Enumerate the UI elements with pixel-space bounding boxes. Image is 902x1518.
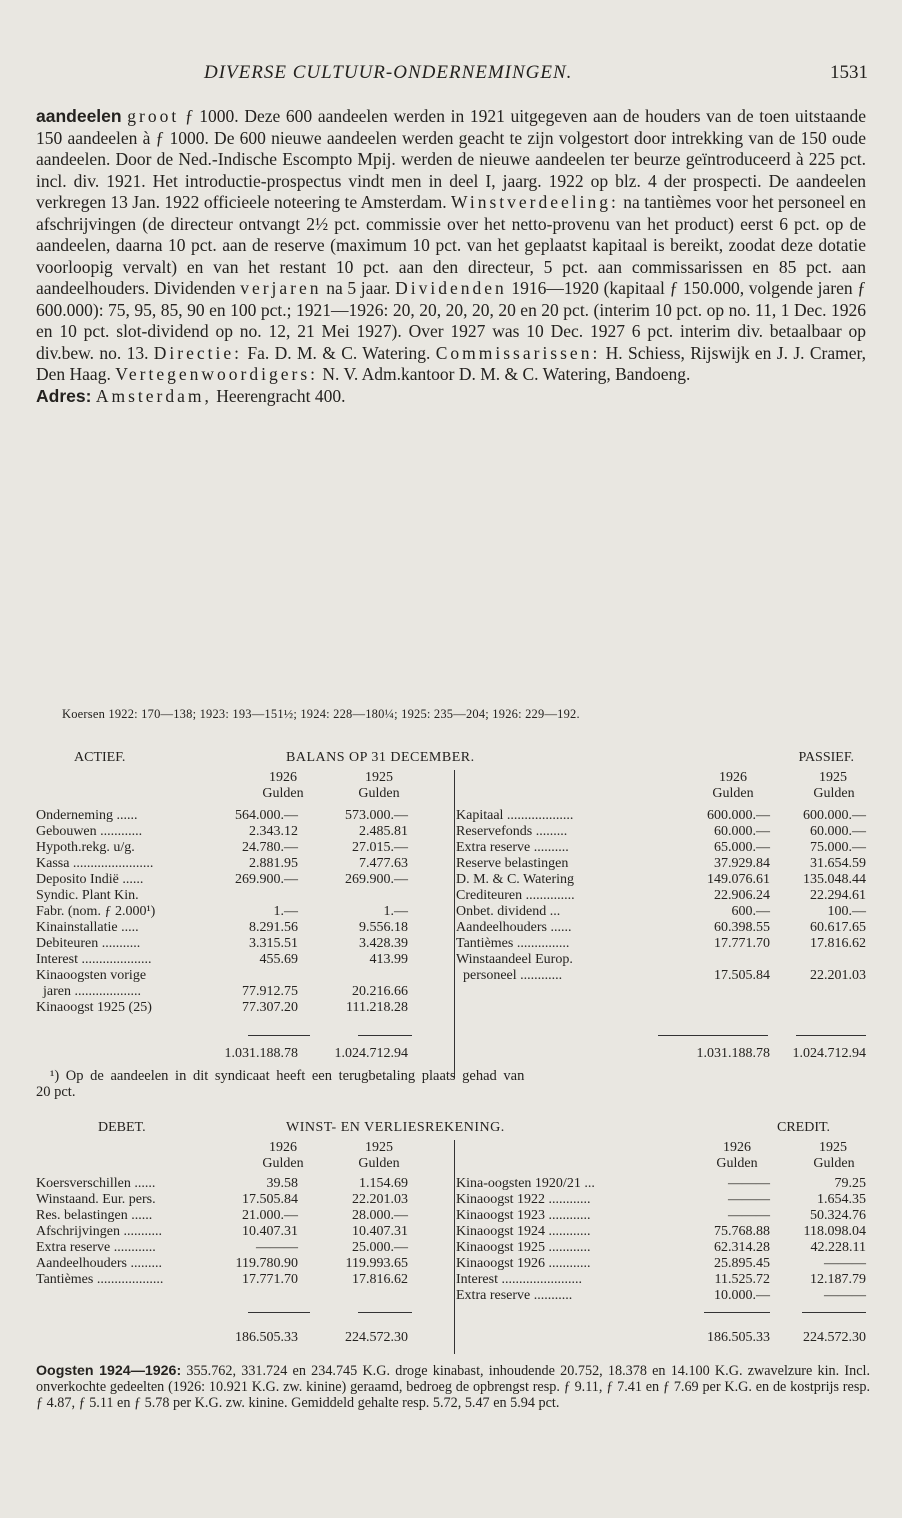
ledger-row-right — [36, 872, 870, 888]
value-1925: 600.000.— — [803, 808, 866, 823]
row-label: Onderneming ...... — [36, 808, 138, 823]
total-credit-1925: 224.572.30 — [803, 1330, 866, 1345]
lead-keyword: aandeelen — [36, 106, 122, 126]
ledger-row-right — [36, 1240, 870, 1256]
prose-text: na 5 jaar. — [321, 278, 396, 298]
ledger-row-left — [36, 984, 870, 1000]
ledger-row-right — [36, 856, 870, 872]
row-label: Onbet. dividend ... — [456, 904, 561, 919]
profit-loss-account — [36, 1120, 870, 1360]
value-1926: 10.000.— — [714, 1288, 770, 1303]
value-1926: 1.— — [273, 904, 298, 919]
value-1925: 3.428.39 — [359, 936, 408, 951]
row-label: Kina-oogsten 1920/21 ... — [456, 1176, 595, 1191]
value-1925: 60.000.— — [810, 824, 866, 839]
unit-label: Gulden — [358, 1156, 400, 1171]
value-1926: ——— — [728, 1208, 770, 1223]
prose-text: 1916—1920 (kapitaal ƒ 150.000, volgende jaren ƒ 600.000): 75, 95, 85, 90 en 100 pct.; 1921—1926: 20, 20, 20, 20, 20 en 20 pct. (interim 10 pct. op no. 11, 1 Dec. 1926 en 10 pct. slot-dividend op no. 12, 21 Mei 1927). Over 1927 was 10 Dec. 1927 6 pct. interim div. betaalbaar op div.bew. no. 13. — [36, 278, 867, 363]
prose-text: H. Schiess, Rijswijk en J. J. Cramer, Den Haag. — [36, 342, 867, 384]
value-1926: 25.895.45 — [714, 1256, 770, 1271]
row-label: personeel ............ — [456, 968, 563, 983]
value-1926: 11.525.72 — [714, 1272, 770, 1287]
value-1925: 22.201.03 — [352, 1192, 408, 1207]
value-1926: 24.780.— — [242, 840, 298, 855]
row-label: Kassa ....................... — [36, 856, 154, 871]
spaced-heading: Directie: — [153, 342, 243, 363]
harvest-keyword: Oogsten 1924—1926: — [36, 1363, 182, 1379]
harvest-text: 355.762, 331.724 en 234.745 K.G. droge kinabast, inhoudende 20.752, 18.378 en 14.100 K.G. zwavelzure kin. Incl. onverkochte gedeelten (1926: 10.921 K.G. zw. kinine) geraamd, bedroeg de opbrengst resp. ƒ 9.11, ƒ 7.41 en ƒ 7.69 per K.G. en de kostprijs resp. ƒ 4.87, ƒ 5.11 en ƒ 5.78 per K.G. zw. kinine. Gemiddeld gehalte resp. 5.72, 5.47 en 5.94 pct. — [36, 1363, 870, 1412]
liabilities-list — [36, 808, 870, 984]
liabilities-heading: PASSIEF. — [798, 750, 854, 765]
row-label: Fabr. (nom. ƒ 2.000¹) — [36, 904, 156, 919]
value-1925: 413.99 — [369, 952, 408, 967]
value-1926: 75.768.88 — [714, 1224, 770, 1239]
row-label: Kinaoogst 1925 (25) — [36, 1000, 152, 1015]
total-debit-1926: 186.505.33 — [235, 1330, 298, 1345]
ledger-row-right — [36, 952, 870, 968]
value-1926: 60.000.— — [714, 824, 770, 839]
row-label: jaren ................... — [36, 984, 141, 999]
sum-rule — [796, 1035, 866, 1036]
row-label: Koersverschillen ...... — [36, 1176, 156, 1191]
value-1926: 77.307.20 — [242, 1000, 298, 1015]
spaced-heading: Winstverdeeling: — [451, 192, 619, 212]
unit-label: Gulden — [262, 786, 304, 801]
row-label: Gebouwen ............ — [36, 824, 143, 839]
year-1926: 1926 — [723, 1140, 751, 1155]
value-1925: ——— — [824, 1288, 866, 1303]
value-1926: 455.69 — [259, 952, 298, 967]
total-credit-1926: 186.505.33 — [707, 1330, 770, 1345]
row-label: Syndic. Plant Kin. — [36, 888, 139, 903]
row-label: Hypoth.rekg. u/g. — [36, 840, 135, 855]
value-1925: 79.25 — [834, 1176, 866, 1191]
balance-sheet — [36, 750, 870, 1080]
row-label: Interest .................... — [36, 952, 152, 967]
credit-list — [36, 1176, 870, 1304]
value-1925: 25.000.— — [352, 1240, 408, 1255]
spaced-heading: Dividenden — [395, 278, 507, 298]
row-label: Kapitaal ................... — [456, 808, 574, 823]
prose-text: N. V. Adm.kantoor D. M. & C. Watering, Bandoeng. — [318, 364, 691, 384]
ledger-row-right — [36, 1272, 870, 1288]
value-1926: 17.771.70 — [242, 1272, 298, 1287]
value-1925: 118.098.04 — [803, 1224, 866, 1239]
sum-rule — [248, 1312, 310, 1313]
value-1926: 17.505.84 — [714, 968, 770, 983]
value-1926: 21.000.— — [242, 1208, 298, 1223]
value-1925: 7.477.63 — [359, 856, 408, 871]
address-street: Heerengracht 400. — [211, 385, 346, 406]
address-city: Amsterdam, — [95, 385, 212, 406]
value-1925: 27.015.— — [352, 840, 408, 855]
unit-label: Gulden — [716, 1156, 758, 1171]
value-1925: 2.485.81 — [359, 824, 408, 839]
value-1925: 12.187.79 — [810, 1272, 866, 1287]
row-label: Extra reserve .......... — [456, 840, 569, 855]
value-1926: ——— — [256, 1240, 298, 1255]
value-1926: ——— — [728, 1192, 770, 1207]
row-label: Afschrijvingen ........... — [36, 1224, 162, 1239]
value-1925: 573.000.— — [345, 808, 408, 823]
total-liabilities-1926: 1.031.188.78 — [696, 1046, 770, 1061]
ledger-row-right — [36, 920, 870, 936]
row-label: Kinaoogst 1922 ............ — [456, 1192, 591, 1207]
row-label: Tantièmes ............... — [456, 936, 570, 951]
value-1925: 50.324.76 — [810, 1208, 866, 1223]
balance-year-header — [36, 770, 870, 802]
row-label: Kinaoogst 1926 ............ — [456, 1256, 591, 1271]
value-1925: 17.816.62 — [810, 936, 866, 951]
value-1925: 28.000.— — [352, 1208, 408, 1223]
value-1925: 17.816.62 — [352, 1272, 408, 1287]
value-1925: 42.228.11 — [810, 1240, 866, 1255]
spaced-word: groot — [127, 106, 180, 126]
ledger-row-right — [36, 936, 870, 952]
value-1925: 1.654.35 — [817, 1192, 866, 1207]
ledger-row-right — [36, 1224, 870, 1240]
value-1926: 22.906.24 — [714, 888, 770, 903]
spaced-heading: verjaren — [240, 278, 322, 298]
value-1925: 119.993.65 — [345, 1256, 408, 1271]
sum-rule — [658, 1035, 768, 1036]
ledger-row-right — [36, 840, 870, 856]
value-1925: 75.000.— — [810, 840, 866, 855]
sum-rule — [802, 1312, 866, 1313]
row-label: Tantièmes ................... — [36, 1272, 164, 1287]
value-1926: 8.291.56 — [249, 920, 298, 935]
value-1926: 39.58 — [266, 1176, 298, 1191]
unit-label: Gulden — [712, 786, 754, 801]
value-1925: 20.216.66 — [352, 984, 408, 999]
unit-label: Gulden — [813, 1156, 855, 1171]
row-label: Kinaoogst 1923 ............ — [456, 1208, 591, 1223]
value-1926: 60.398.55 — [714, 920, 770, 935]
value-1925: 269.900.— — [345, 872, 408, 887]
sum-rule — [248, 1035, 310, 1036]
unit-label: Gulden — [262, 1156, 304, 1171]
footnote-line: ¹) Op de aandeelen in dit syndicaat heeft een terugbetaling plaats gehad van — [50, 1068, 525, 1084]
balance-title: BALANS OP 31 DECEMBER. — [286, 750, 475, 765]
value-1925: 22.201.03 — [810, 968, 866, 983]
value-1926: 77.912.75 — [242, 984, 298, 999]
row-label: Aandeelhouders ......... — [36, 1256, 162, 1271]
unit-label: Gulden — [813, 786, 855, 801]
row-label: Winstaandeel Europ. — [456, 952, 573, 967]
value-1925: 135.048.44 — [803, 872, 866, 887]
value-1925: 9.556.18 — [359, 920, 408, 935]
value-1925: 31.654.59 — [810, 856, 866, 871]
total-debit-1925: 224.572.30 — [345, 1330, 408, 1345]
row-label: Kinainstallatie ..... — [36, 920, 139, 935]
row-label: Crediteuren .............. — [456, 888, 575, 903]
harvest-note — [36, 1363, 870, 1412]
pl-title: WINST- EN VERLIESREKENING. — [286, 1120, 505, 1135]
value-1926: 3.315.51 — [249, 936, 298, 951]
sum-rule — [358, 1035, 412, 1036]
value-1925: 111.218.28 — [346, 1000, 408, 1015]
total-assets-1925: 1.024.712.94 — [334, 1046, 408, 1061]
value-1926: 600.— — [731, 904, 770, 919]
row-label: Extra reserve ............ — [36, 1240, 156, 1255]
ledger-row-right — [36, 824, 870, 840]
credit-heading: CREDIT. — [776, 1120, 830, 1135]
value-1926: 17.505.84 — [242, 1192, 298, 1207]
running-title: DIVERSE CULTUUR-ONDERNEMINGEN. — [204, 62, 573, 83]
prose-paragraph — [36, 106, 866, 386]
pl-year-header — [36, 1140, 870, 1172]
value-1926: 62.314.28 — [714, 1240, 770, 1255]
row-label: Reserve belastingen — [456, 856, 569, 871]
ledger-row-right — [36, 1288, 870, 1304]
spaced-heading: Vertegenwoordigers: — [115, 364, 318, 384]
row-label: Kinaoogst 1925 ............ — [456, 1240, 591, 1255]
footnote — [36, 1068, 870, 1100]
total-liabilities-1925: 1.024.712.94 — [792, 1046, 866, 1061]
ledger-row-right — [36, 1192, 870, 1208]
ledger-row-right — [36, 1208, 870, 1224]
row-label: Res. belastingen ...... — [36, 1208, 153, 1223]
balance-header — [36, 750, 870, 768]
unit-label: Gulden — [358, 786, 400, 801]
value-1926: 2.881.95 — [249, 856, 298, 871]
ledger-row-right — [36, 904, 870, 920]
year-1925: 1925 — [819, 1140, 847, 1155]
year-1925: 1925 — [365, 770, 393, 785]
year-1925: 1925 — [819, 770, 847, 785]
value-1926: 10.407.31 — [242, 1224, 298, 1239]
ledger-row-right — [36, 808, 870, 824]
year-1925: 1925 — [365, 1140, 393, 1155]
value-1925: ——— — [824, 1256, 866, 1271]
row-label: Kinaoogst 1924 ............ — [456, 1224, 591, 1239]
value-1925: 1.154.69 — [359, 1176, 408, 1191]
value-1925: 60.617.65 — [810, 920, 866, 935]
value-1926: 2.343.12 — [249, 824, 298, 839]
row-label: Debiteuren ........... — [36, 936, 141, 951]
row-label: D. M. & C. Watering — [456, 872, 574, 887]
value-1926: 17.771.70 — [714, 936, 770, 951]
sum-rule — [358, 1312, 412, 1313]
row-label: Winstaand. Eur. pers. — [36, 1192, 156, 1207]
page-number: 1531 — [830, 62, 868, 83]
year-1926: 1926 — [269, 770, 297, 785]
pl-header — [36, 1120, 870, 1138]
company-description — [36, 106, 866, 407]
spaced-heading: Commissarissen: — [435, 342, 601, 363]
debit-heading: DEBET. — [98, 1120, 146, 1135]
total-assets-1926: 1.031.188.78 — [224, 1046, 298, 1061]
address-keyword: Adres: — [36, 385, 92, 406]
value-1926: 37.929.84 — [714, 856, 770, 871]
value-1925: 100.— — [827, 904, 866, 919]
row-label: Deposito Indië ...... — [36, 872, 144, 887]
footnote-line: 20 pct. — [36, 1084, 76, 1100]
value-1925: 1.— — [383, 904, 408, 919]
year-1926: 1926 — [269, 1140, 297, 1155]
running-header — [36, 62, 868, 88]
prose-text: Fa. D. M. & C. Watering. — [242, 342, 436, 363]
ledger-row-right — [36, 968, 870, 984]
value-1925: 10.407.31 — [352, 1224, 408, 1239]
year-1926: 1926 — [719, 770, 747, 785]
value-1925: 22.294.61 — [810, 888, 866, 903]
row-label: Extra reserve ........... — [456, 1288, 573, 1303]
prose-text: na tantièmes voor het personeel en afschrijvingen (de directeur ontvangt 2½ pct. commissie over het netto-provenu van het product) eerst 6 pct. op de aandeelen, daarna 10 pct. aan de reserve (maximum 10 pct. van het geplaatst kapitaal is bereikt, zoodat deze dotatie voorloopig vervalt) en van het restant 10 pct. aan den directeur, 5 pct. aan commissarissen en 85 pct. aan aandeelhouders. Dividenden — [36, 192, 866, 298]
value-1926: 119.780.90 — [235, 1256, 298, 1271]
row-label: Aandeelhouders ...... — [456, 920, 572, 935]
prose-text: ƒ 1000. Deze 600 aandeelen werden in 1921 uitgegeven aan de houders van de toen uitstaande 150 aandeelen à ƒ 1000. De 600 nieuwe aandeelen werden geacht te zijn volgestort door intrekking van de 150 oude aandeelen. Door de Ned.-Indische Escompto Mpij. werden de nieuwe aandeelen ter beurze geïntroduceerd à 225 pct. incl. div. 1921. Het introductie-prospectus vindt men in deel I, jaarg. 1922 op blz. 4 der prospecti. De aandeelen verkregen 13 Jan. 1922 officieele noteering te Amsterdam. — [36, 106, 867, 212]
value-1926: 149.076.61 — [707, 872, 770, 887]
row-label: Kinaoogsten vorige — [36, 968, 147, 983]
harvest-paragraph — [36, 1363, 870, 1412]
ledger-row-right — [36, 1256, 870, 1272]
address-line — [36, 386, 866, 408]
ledger-row-right — [36, 888, 870, 904]
row-label: Interest ....................... — [456, 1272, 582, 1287]
assets-heading: ACTIEF. — [74, 750, 126, 765]
value-1926: 65.000.— — [714, 840, 770, 855]
share-prices: Koersen 1922: 170—138; 1923: 193—151½; 1924: 228—180¼; 1925: 235—204; 1926: 229—192. — [62, 707, 580, 721]
row-label: Reservefonds ......... — [456, 824, 568, 839]
value-1926: 564.000.— — [235, 808, 298, 823]
sum-rule — [704, 1312, 770, 1313]
ledger-row-left — [36, 1000, 870, 1016]
value-1926: 600.000.— — [707, 808, 770, 823]
ledger-row-right — [36, 1176, 870, 1192]
value-1926: 269.900.— — [235, 872, 298, 887]
value-1926: ——— — [728, 1176, 770, 1191]
